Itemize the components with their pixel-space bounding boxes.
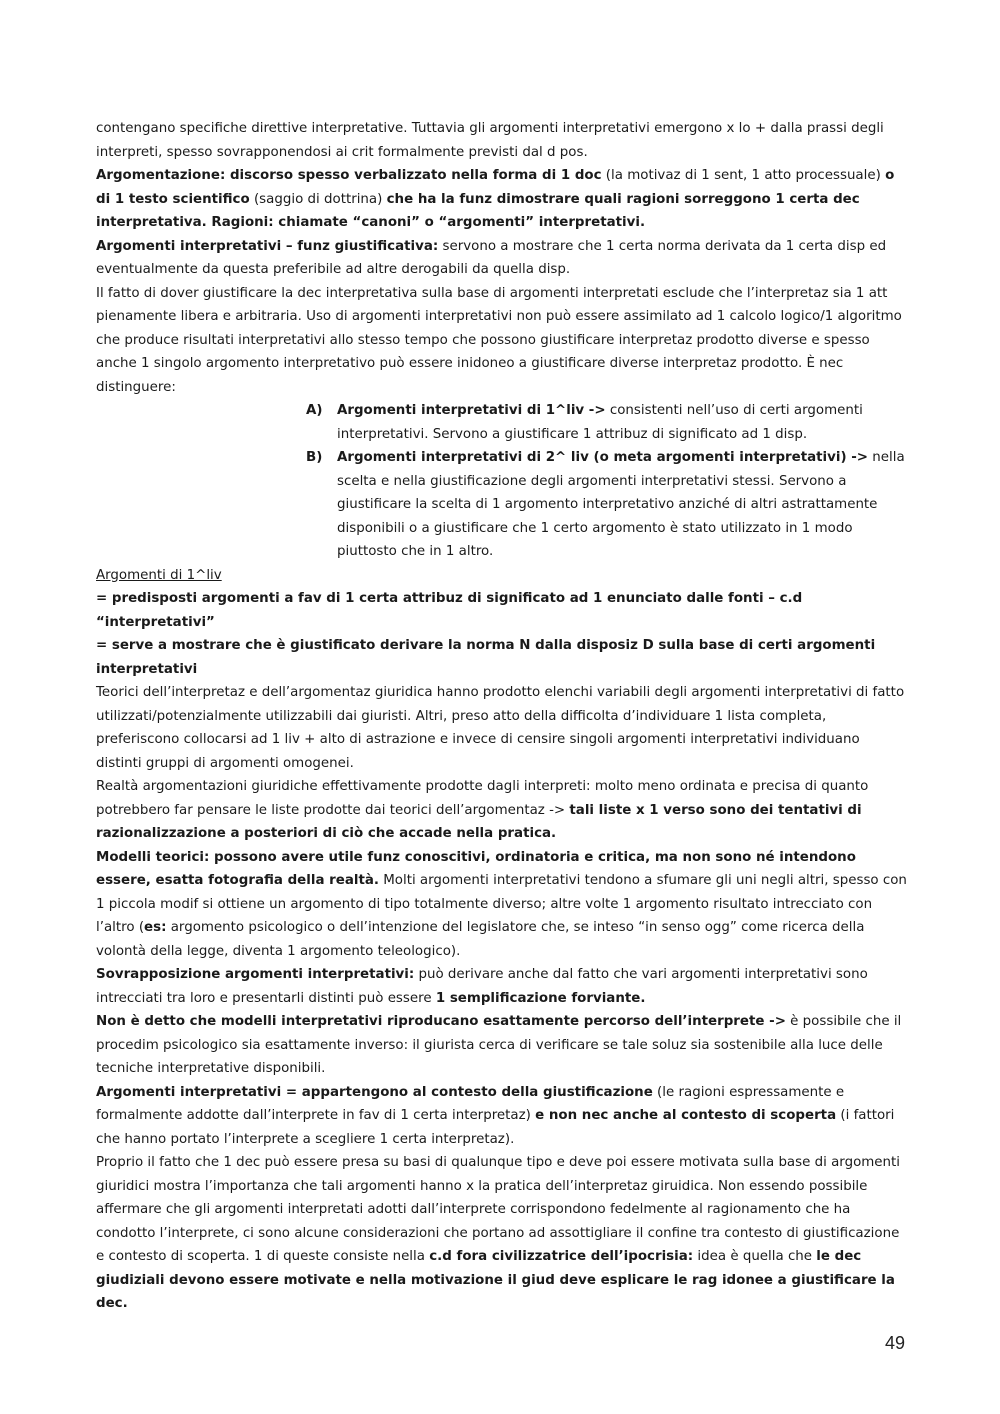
paragraph-funz-giustificativa: Argomenti interpretativi – funz giustificativa: servono a mostrare che 1 certa norma derivata da 1 certa disp ed eventualmente da questa preferibile ad altre derogabili da quella disp. <box>96 238 887 277</box>
paragraph-teorici: Teorici dell’interpretaz e dell’argomentaz giuridica hanno prodotto elenchi variabili degli argomenti interpretativi di fatto utilizzati/potenzialmente utilizzabili dai giuristi. Altri, preso atto della difficolta d’individuare 1 lista completa, preferiscono collocarsi ad 1 liv + alto di astrazione e invece di censire singoli argomenti interpretativi individuano distinti gruppi di argomenti omogenei. <box>96 685 905 771</box>
paragraph-ipocrisia: Proprio il fatto che 1 dec può essere presa su basi di qualunque tipo e deve poi essere motivata sulla base di argomenti giuridici mostra l’importanza che tali argomenti hanno x la pratica dell’interpretaz giruidica. Non essendo possibile affermare che gli argomenti interpretati adotti dall’interprete corrispondono fedelmente al ragionamento che ha condotto l’interprete, ci sono alcune considerazioni che portano ad assottigliare il confine tra contesto di giustificazione e contesto di scoperta. 1 di queste consiste nella c.d fora civilizzatrice dell’ipocrisia: idea è quella che le dec giudiziali devono essere motivate e nella motivazione il giud deve esplicare le rag idonee a giustificare la dec. <box>96 1155 900 1311</box>
list-item-text: Argomenti interpretativi di 1^liv -> consistenti nell’uso di certi argomenti interpretativi. Servono a giustificare 1 attribuz di significato ad 1 disp. <box>337 403 863 442</box>
paragraph-realta: Realtà argomentazioni giuridiche effettivamente prodotte dagli interpreti: molto meno ordinata e precisa di quanto potrebbero far pensare le liste prodotte dai teorici dell’argomentaz -> tali liste x 1 verso sono dei tentativi di razionalizzazione a posteriori di ciò che accade nella pratica. <box>96 779 869 841</box>
definition-line: = serve a mostrare che è giustificato derivare la norma N dalla disposiz D sulla base di certi argomenti interpretativi <box>96 638 876 677</box>
page-number: 49 <box>884 1333 905 1353</box>
paragraph-argomentazione: Argomentazione: discorso spesso verbalizzato nella forma di 1 doc (la motivaz di 1 sent, 1 atto processuale) o di 1 testo scientifico (saggio di dottrina) che ha la funz dimostrare quali ragioni sorreggono 1 certa dec interpretativa. Ragioni: chiamate “canoni” o “argomenti” interpretativi. <box>96 168 895 230</box>
paragraph-non-e-detto: Non è detto che modelli interpretativi riproducano esattamente percorso dell’interprete -> è possibile che il procedim psicologico sia esattamente inverso: il giurista cerca di verificare se tale soluz sia sostenibile alla luce delle tecniche interpretative disponibili. <box>96 1014 902 1076</box>
paragraph-continuation: contengano specifiche direttive interpretative. Tuttavia gli argomenti interpretativi emergono x lo + dalla prassi degli interpreti, spesso sovrapponendosi ai crit formalmente previsti dal d pos. <box>96 121 884 160</box>
definition-line: = predisposti argomenti a fav di 1 certa attribuz di significato ad 1 enunciato dalle fonti – c.d “interpretativi” <box>96 591 803 630</box>
list-item-text: Argomenti interpretativi di 2^ liv (o meta argomenti interpretativi) -> nella scelta e nella giustificazione degli argomenti interpretativi stessi. Servono a giustificare la scelta di 1 argomento interpretativo anziché di altri astrattamente disponibili o a giustificare che 1 certo argomento è stato utilizzato in 1 modo piuttosto che in 1 altro. <box>337 450 905 559</box>
paragraph-contesto: Argomenti interpretativi = appartengono al contesto della giustificazione (le ragioni espressamente e formalmente addotte dall’interprete in fav di 1 certa interpretaz) e non nec anche al contesto di scoperta (i fattori che hanno portato l’interprete a scegliere 1 certa interpretaz). <box>96 1084 895 1147</box>
paragraph-modelli-teorici: Modelli teorici: possono avere utile funz conoscitivi, ordinatoria e critica, ma non sono né intendono essere, esatta fotografia della realtà. Molti argomenti interpretativi tendono a sfumare gli uni negli altri, spesso con 1 piccola modif si ottiene un argomento di tipo totalmente diverso; altre volte 1 argomento risultato intrecciato con l’altro (es: argomento psicologico o dell’intenzione del legislatore che, se inteso “in senso ogg” come ricerca della volontà della legge, diventa 1 argomento teleologico). <box>96 849 907 959</box>
list-marker: B) <box>306 450 323 465</box>
page-body <box>96 117 908 1316</box>
section-heading: Argomenti di 1^liv <box>96 567 222 583</box>
list-item-a <box>306 399 908 446</box>
paragraph-giustificare-dec: Il fatto di dover giustificare la dec interpretativa sulla base di argomenti interpretati esclude che l’interpretaz sia 1 att pienamente libera e arbitraria. Uso di argomenti interpretativi non può essere assimilato ad 1 calcolo logico/1 algoritmo che produce risultati interpretativi allo stesso tempo che possono giustificare interpretaz prodotto diverse e spesso anche 1 singolo argomento interpretativo può essere inidoneo a giustificare diverse interpretaz prodotto. È nec distinguere: <box>96 285 902 395</box>
list-marker: A) <box>306 403 323 418</box>
paragraph-sovrapposizione: Sovrapposizione argomenti interpretativi: può derivare anche dal fatto che vari argomenti interpretativi sono intrecciati tra loro e presentarli distinti può essere 1 semplificazione forviante. <box>96 967 868 1006</box>
list-item-b <box>306 446 908 564</box>
distinction-list <box>306 399 908 564</box>
